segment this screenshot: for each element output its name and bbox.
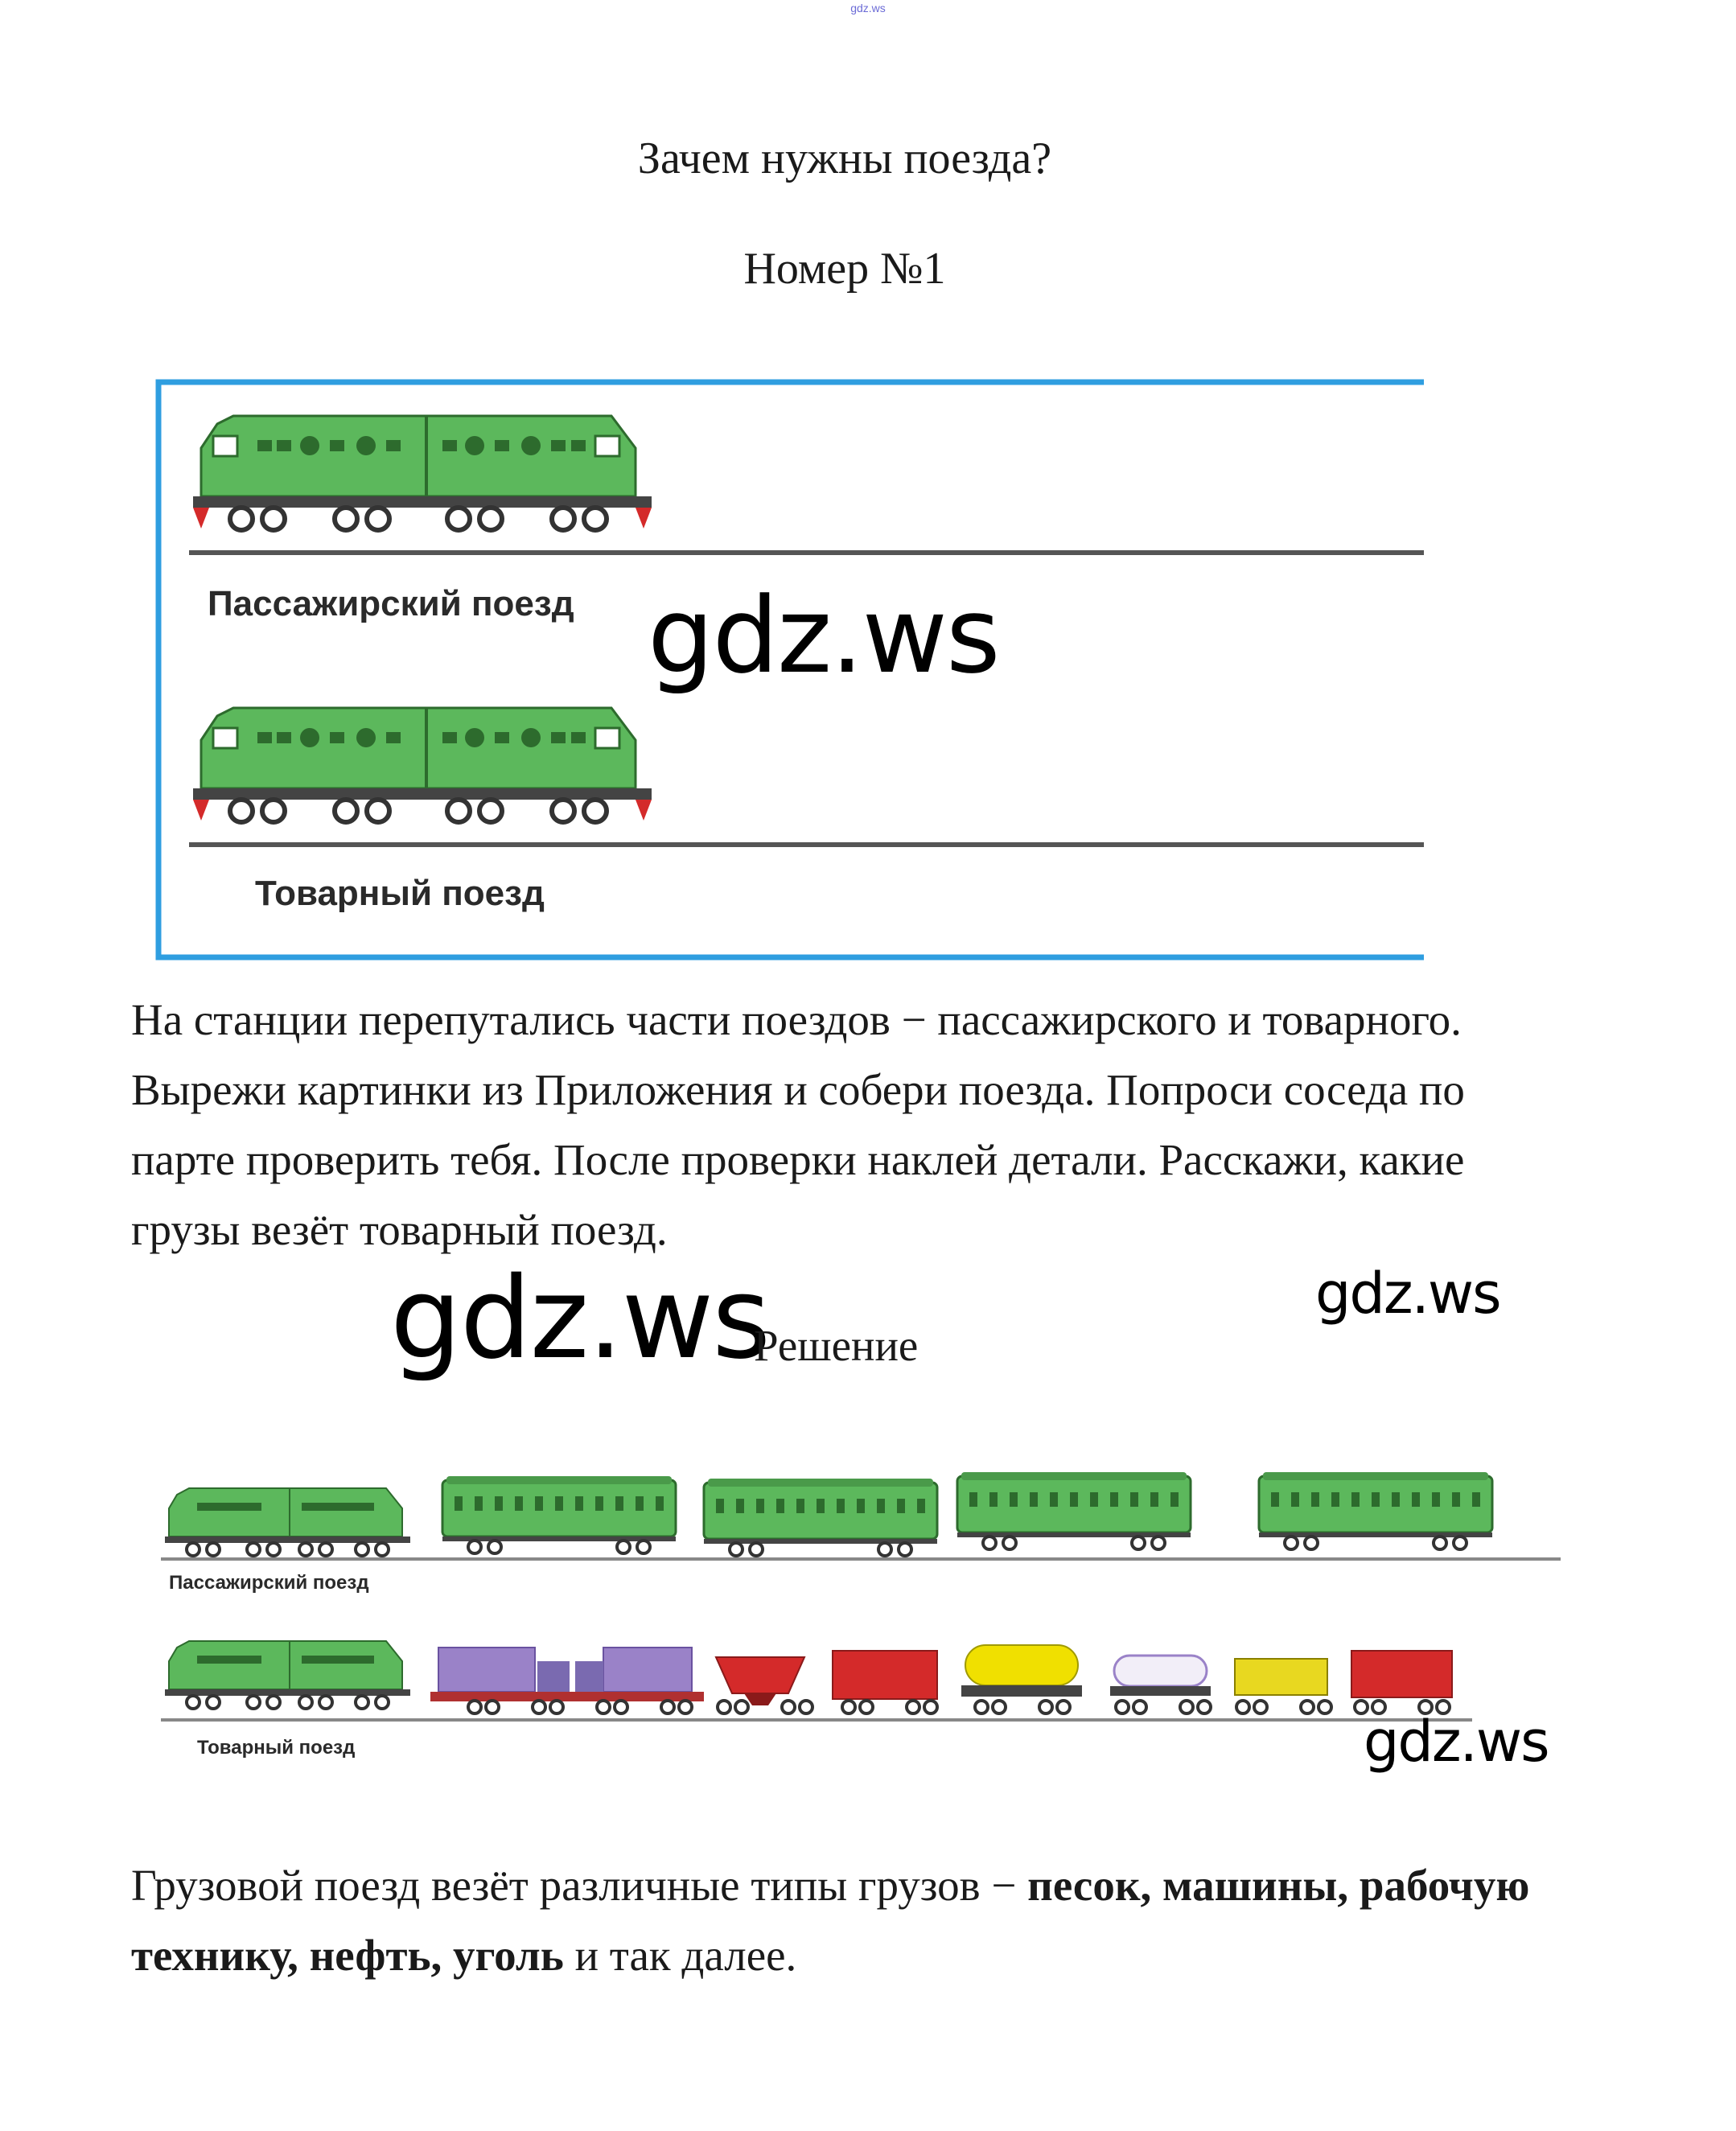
gondola-red [1351, 1651, 1452, 1713]
flatcar-with-trucks [430, 1648, 704, 1713]
answer-tail: и так далее. [563, 1931, 797, 1980]
hopper-car [716, 1657, 812, 1713]
coach-2 [704, 1479, 937, 1556]
coach-3 [957, 1472, 1191, 1549]
solution-passenger-loco [165, 1488, 410, 1556]
answer-lead: Грузовой поезд везёт различные типы грузов − [131, 1861, 1028, 1910]
coach-1 [442, 1476, 676, 1553]
label-freight-train: Товарный поезд [255, 874, 545, 913]
boxcar-red [833, 1651, 937, 1713]
watermark-3: gdz.ws [1315, 1261, 1500, 1327]
watermark-2: gdz.ws [390, 1253, 770, 1384]
answer-text [131, 1850, 1531, 1990]
tank-car-white [1110, 1656, 1211, 1713]
answer-bold: песок, машины, рабочую технику, нефть, уголь [131, 1861, 1530, 1980]
page-subtitle: Номер №1 [743, 244, 946, 294]
solution-label: Решение [754, 1321, 919, 1370]
task-text: На станции перепутались части поездов − пассажирского и товарного. Вырежи картинки из Приложения и собери поезда. Попроси соседа по парте проверить тебя. После проверки наклей детали. Расскажи, какие грузы везёт товарный поезд. [131, 995, 1465, 1254]
tank-car-yellow [961, 1645, 1082, 1713]
solution-figure [153, 1440, 1561, 1778]
top-watermark: gdz.ws [850, 2, 886, 14]
gondola-yellow [1235, 1659, 1331, 1713]
label-passenger-train: Пассажирский поезд [208, 584, 574, 623]
passenger-loco-image [193, 416, 652, 530]
freight-loco-image [193, 708, 652, 822]
watermark-4: gdz.ws [1364, 1709, 1549, 1775]
page-title: Зачем нужны поезда? [637, 134, 1052, 183]
coach-4 [1259, 1472, 1492, 1549]
watermark-1: gdz.ws [648, 574, 999, 697]
solution-label-freight: Товарный поезд [197, 1737, 356, 1759]
solution-label-passenger: Пассажирский поезд [169, 1572, 369, 1594]
solution-freight-loco [165, 1641, 410, 1709]
